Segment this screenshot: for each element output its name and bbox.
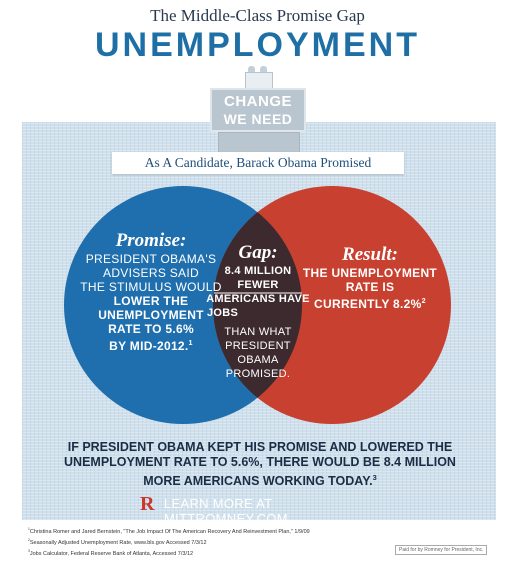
result-bold1: THE UNEMPLOYMENT — [302, 266, 438, 280]
result-bold3-line — [300, 294, 440, 311]
footnote-3-number: 3 — [28, 549, 30, 553]
learn-more-text: LEARN MORE AT MITTROMNEY.COM — [164, 496, 288, 526]
romney-logo-icon: R — [140, 493, 155, 515]
gap-line3: PROMISED. — [225, 368, 291, 380]
page-subtitle: The Middle-Class Promise Gap — [150, 6, 365, 25]
gap-block — [203, 242, 313, 381]
bottom-line2: UNEMPLOYMENT RATE TO 5.6%, THERE WOULD BE 8.4 MILLION — [64, 455, 456, 469]
promise-bold4: BY MID-2012. — [109, 339, 189, 353]
gap-heading: Gap: — [238, 242, 278, 263]
podium-sign-line1: CHANGE — [223, 93, 292, 110]
ribbon-banner: As A Candidate, Barack Obama Promised — [112, 152, 404, 174]
podium-sign-line2: WE NEED — [223, 111, 293, 127]
gap-line2: PRESIDENT OBAMA — [225, 340, 291, 366]
footnote-3 — [28, 548, 193, 558]
footnote-2-number: 2 — [28, 538, 30, 542]
footnote-2 — [28, 537, 207, 547]
promise-heading: Promise: — [115, 230, 187, 251]
footnote-1-number: 1 — [28, 527, 30, 531]
bottom-line3: MORE AMERICANS WORKING TODAY. — [143, 474, 373, 489]
promise-line1: PRESIDENT OBAMA'S — [85, 252, 217, 266]
promise-bold1: LOWER THE — [113, 294, 189, 308]
footnote-3-text: Jobs Calculator, Federal Reserve Bank of Atlanta, Accessed 7/3/12 — [29, 550, 194, 557]
footnote-2-text: Seasonally Adjusted Unemployment Rate, www.bls.gov Accessed 7/3/12 — [29, 539, 207, 546]
result-heading: Result: — [342, 244, 398, 265]
paid-for-notice: Paid for by Romney for President, Inc. — [395, 545, 487, 555]
bottom-footnote-ref: 3 — [372, 473, 377, 482]
promise-line3: THE STIMULUS WOULD — [80, 280, 222, 294]
footnote-1-text: Christina Romer and Jared Bernstein, "The Job Impact Of The American Recovery And Reinvestment Plan," 1/9/09 — [29, 528, 310, 535]
bottom-line3-wrap — [40, 470, 480, 489]
promise-line2: ADVISERS SAID — [103, 266, 199, 280]
gap-bold3: JOBS — [207, 307, 239, 319]
promise-footnote-ref: 1 — [188, 338, 193, 347]
gap-line1: THAN WHAT — [224, 326, 292, 338]
result-block — [300, 244, 440, 311]
bottom-line1: IF PRESIDENT OBAMA KEPT HIS PROMISE AND LOWERED THE — [67, 440, 453, 454]
promise-bold2: UNEMPLOYMENT — [98, 308, 204, 322]
bottom-statement — [40, 440, 480, 489]
result-footnote-ref: 2 — [421, 296, 426, 305]
page-title: UNEMPLOYMENT — [95, 26, 420, 64]
promise-bold3: RATE TO 5.6% — [108, 322, 194, 336]
gap-bold2: AMERICANS HAVE — [206, 293, 310, 305]
learn-more-link[interactable] — [140, 493, 380, 526]
gap-bold1: 8.4 MILLION FEWER — [224, 265, 292, 291]
result-bold2: RATE IS — [345, 280, 395, 294]
footnote-1 — [28, 526, 310, 536]
result-bold3: CURRENTLY 8.2% — [314, 297, 422, 311]
